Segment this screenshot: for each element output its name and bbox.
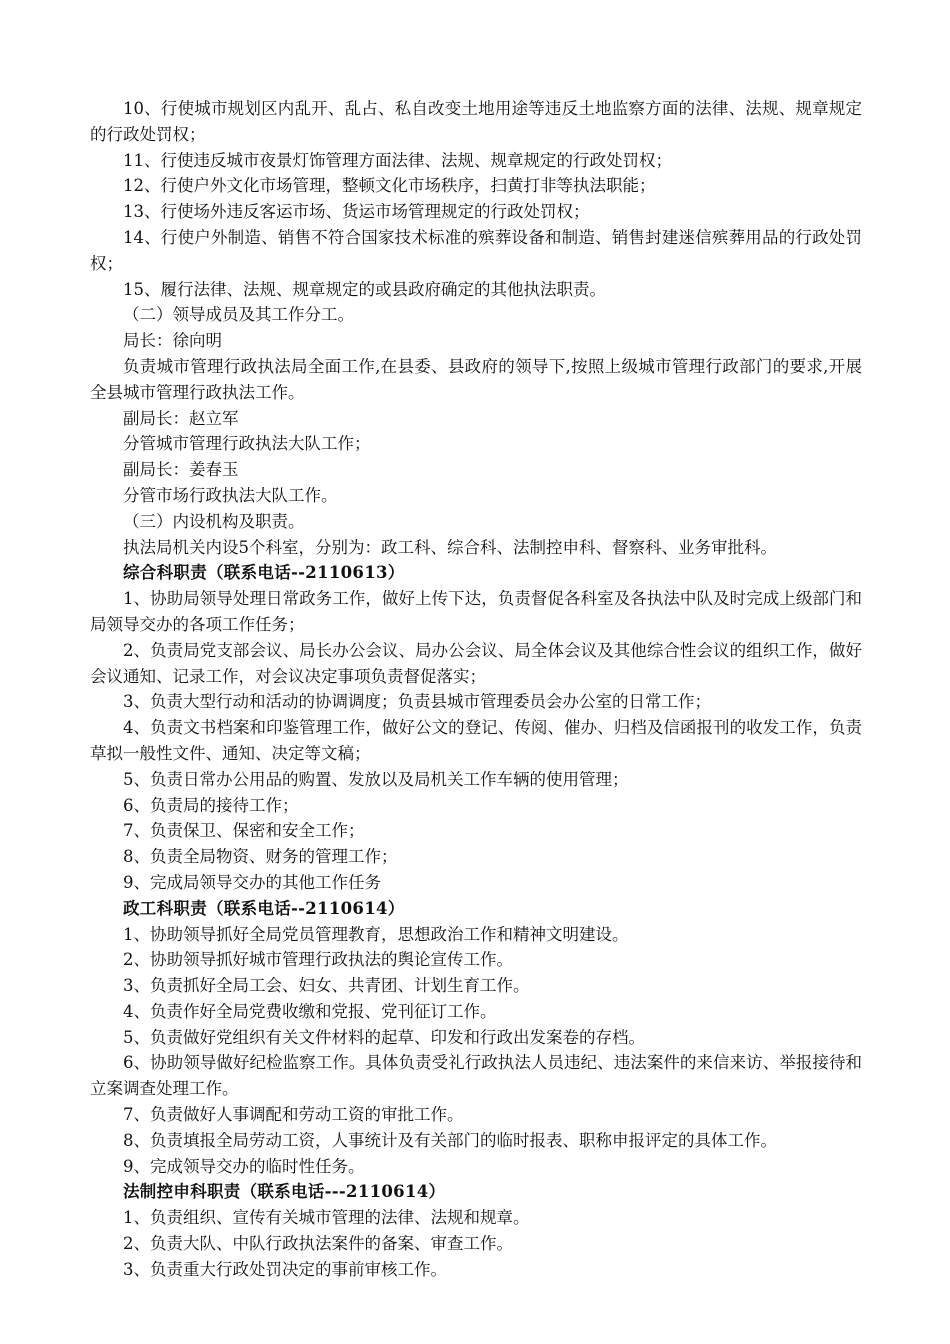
- paragraph: 5、负责日常办公用品的购置、发放以及局机关工作车辆的使用管理；: [123, 769, 629, 789]
- paragraph: 3、负责重大行政处罚决定的事前审核工作。: [123, 1259, 447, 1279]
- paragraph: 9、完成领导交办的临时性任务。: [123, 1156, 365, 1176]
- paragraph: 执法局机关内设5个科室，分别为：政工科、综合科、法制控申科、督察科、业务审批科。: [123, 537, 777, 557]
- paragraph: 2、负责局党支部会议、局长办公会议、局办公会议、局全体会议及其他综合性会议的组织工作，做好会议通知、记录工作，对会议决定事项负责督促落实；: [90, 640, 862, 686]
- paragraph: 8、负责全局物资、财务的管理工作；: [123, 847, 398, 867]
- section-heading: 政工科职责（联系电话--2110614）: [123, 898, 405, 918]
- paragraph: 1、协助领导抓好全局党员管理教育，思想政治工作和精神文明建设。: [123, 924, 629, 944]
- paragraph: 12、行使户外文化市场管理，整顿文化市场秩序，扫黄打非等执法职能；: [123, 176, 656, 196]
- paragraph: 2、协助领导抓好城市管理行政执法的舆论宣传工作。: [123, 950, 513, 970]
- paragraph: 6、负责局的接待工作；: [123, 795, 299, 815]
- section-heading: 法制控申科职责（联系电话---2110614）: [123, 1182, 446, 1202]
- paragraph: 9、完成局领导交办的其他工作任务: [123, 872, 381, 892]
- paragraph: 4、负责文书档案和印鉴管理工作，做好公文的登记、传阅、催办、归档及信函报刊的收发工作，负责草拟一般性文件、通知、决定等文稿；: [90, 718, 862, 763]
- paragraph: 7、负责做好人事调配和劳动工资的审批工作。: [123, 1105, 464, 1125]
- paragraph: 10、行使城市规划区内乱开、乱占、私自改变土地用途等违反土地监察方面的法律、法规、规章规定的行政处罚权；: [90, 99, 862, 144]
- paragraph: 11、行使违反城市夜景灯饰管理方面法律、法规、规章规定的行政处罚权；: [123, 150, 672, 170]
- paragraph: 副局长：姜春玉: [123, 460, 239, 480]
- paragraph: 3、负责大型行动和活动的协调调度；负责县城市管理委员会办公室的日常工作；: [123, 692, 711, 712]
- paragraph: 15、履行法律、法规、规章规定的或县政府确定的其他执法职责。: [123, 279, 606, 299]
- paragraph: 1、协助局领导处理日常政务工作，做好上传下达，负责督促各科室及各执法中队及时完成上级部门和局领导交办的各项工作任务；: [90, 589, 862, 634]
- paragraph: 2、负责大队、中队行政执法案件的备案、审查工作。: [123, 1234, 513, 1254]
- paragraph: 5、负责做好党组织有关文件材料的起草、印发和行政出发案卷的存档。: [123, 1027, 645, 1047]
- paragraph: 13、行使场外违反客运市场、货运市场管理规定的行政处罚权；: [123, 202, 590, 222]
- paragraph: （三）内设机构及职责。: [123, 511, 305, 531]
- paragraph: 负责城市管理行政执法局全面工作,在县委、县政府的领导下,按照上级城市管理行政部门的要求,开展全县城市管理行政执法工作。: [90, 356, 862, 402]
- paragraph: 局长：徐向明: [123, 331, 222, 351]
- paragraph: 6、协助领导做好纪检监察工作。具体负责受礼行政执法人员违纪、违法案件的来信来访、举报接待和立案调查处理工作。: [90, 1053, 862, 1099]
- paragraph: 7、负责保卫、保密和安全工作；: [123, 821, 365, 841]
- paragraph: 1、负责组织、宣传有关城市管理的法律、法规和规章。: [123, 1208, 530, 1228]
- paragraph: 3、负责抓好全局工会、妇女、共青团、计划生育工作。: [123, 976, 530, 996]
- paragraph: 分管城市管理行政执法大队工作；: [123, 434, 371, 454]
- paragraph: 4、负责作好全局党费收缴和党报、党刊征订工作。: [123, 1001, 497, 1021]
- paragraph: 14、行使户外制造、销售不符合国家技术标准的殡葬设备和制造、销售封建迷信殡葬用品的行政处罚权；: [90, 227, 862, 273]
- paragraph: （二）领导成员及其工作分工。: [123, 305, 354, 325]
- section-heading: 综合科职责（联系电话--2110613）: [123, 563, 405, 583]
- document-page: [90, 96, 862, 1283]
- paragraph: 8、负责填报全局劳动工资，人事统计及有关部门的临时报表、职称申报评定的具体工作。: [123, 1130, 777, 1150]
- paragraph: 副局长：赵立军: [123, 408, 239, 428]
- paragraph: 分管市场行政执法大队工作。: [123, 485, 338, 505]
